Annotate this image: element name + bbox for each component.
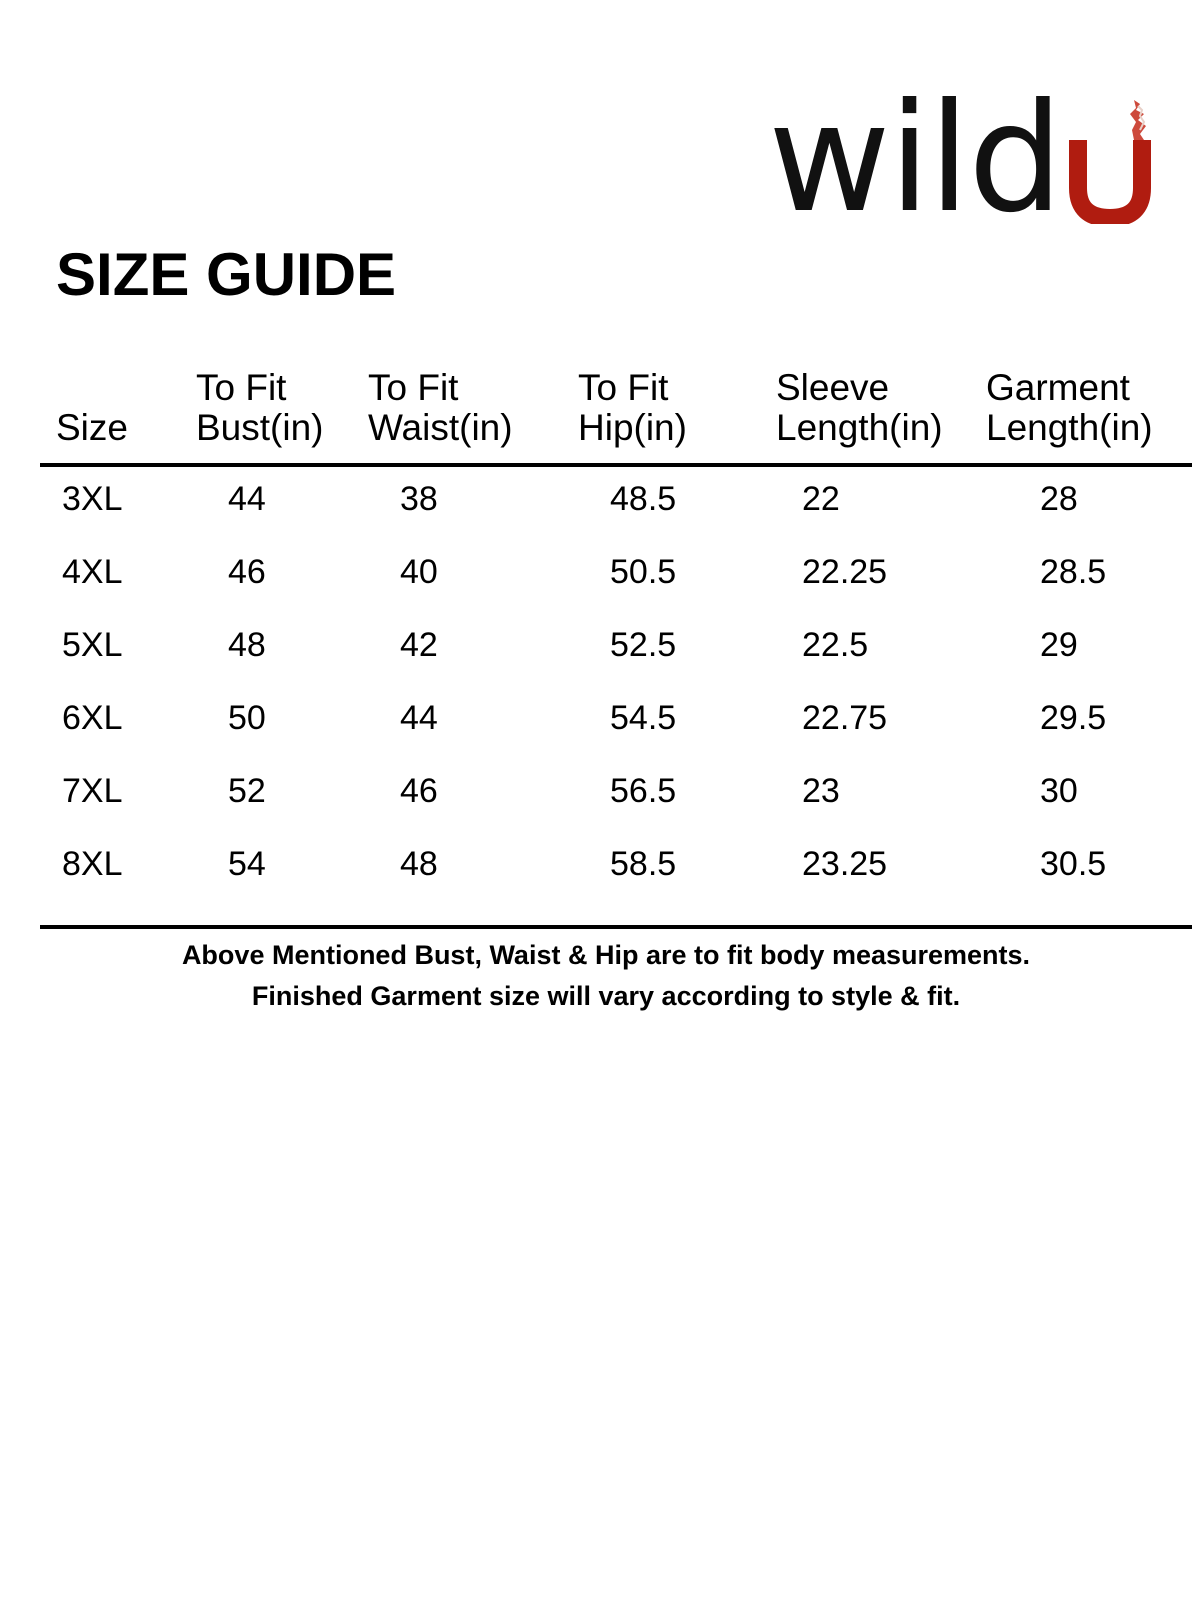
- cell-garment-length: 28: [1040, 480, 1078, 518]
- cell-sleeve-length: 23.25: [802, 845, 888, 883]
- cell-bust: 48: [228, 626, 266, 664]
- cell-size: 6XL: [62, 699, 123, 737]
- cell-garment-length: 30: [1040, 772, 1078, 810]
- header-sleeve-length: Sleeve Length(in): [776, 367, 943, 448]
- cell-sleeve-length: 22.25: [802, 553, 888, 591]
- cell-size: 4XL: [62, 553, 123, 591]
- header-size: Size: [56, 407, 128, 448]
- cell-hip: 54.5: [610, 699, 677, 737]
- table-footer-divider: [40, 925, 1192, 929]
- cell-size: 3XL: [62, 480, 123, 518]
- cell-bust: 50: [228, 699, 266, 737]
- cell-bust: 54: [228, 845, 266, 883]
- cell-sleeve-length: 22: [802, 480, 840, 518]
- cell-hip: 56.5: [610, 772, 677, 810]
- cell-sleeve-length: 22.75: [802, 699, 888, 737]
- cell-waist: 48: [400, 845, 438, 883]
- table-row: [0, 622, 1200, 695]
- table-row: [0, 549, 1200, 622]
- cell-garment-length: 30.5: [1040, 845, 1107, 883]
- page-title: SIZE GUIDE: [56, 241, 397, 308]
- cell-garment-length: 29: [1040, 626, 1078, 664]
- cell-hip: 50.5: [610, 553, 677, 591]
- garment-size-note: Finished Garment size will vary according to style & fit.: [251, 981, 961, 1011]
- brand-logo: [768, 72, 1158, 246]
- table-row: [0, 768, 1200, 841]
- cell-hip: 52.5: [610, 626, 677, 664]
- brand-logo-u-mark: [1068, 100, 1152, 224]
- header-hip: To Fit Hip(in): [578, 367, 687, 448]
- cell-size: 5XL: [62, 626, 123, 664]
- cell-waist: 38: [400, 480, 438, 518]
- table-header-divider: [40, 463, 1192, 467]
- brand-logo-wordmark: wild: [768, 72, 1062, 246]
- cell-waist: 44: [400, 699, 438, 737]
- table-body: [0, 476, 1200, 914]
- table-row: [0, 476, 1200, 549]
- cell-size: 8XL: [62, 845, 123, 883]
- header-waist: To Fit Waist(in): [368, 367, 513, 448]
- table-row: [0, 841, 1200, 914]
- fit-note: Above Mentioned Bust, Waist & Hip are to fit body measurements.: [181, 940, 1031, 970]
- cell-bust: 52: [228, 772, 266, 810]
- table-row: [0, 695, 1200, 768]
- cell-bust: 46: [228, 553, 266, 591]
- cell-waist: 42: [400, 626, 438, 664]
- cell-garment-length: 29.5: [1040, 699, 1107, 737]
- cell-hip: 58.5: [610, 845, 677, 883]
- cell-bust: 44: [228, 480, 266, 518]
- header-bust: To Fit Bust(in): [196, 367, 324, 448]
- cell-size: 7XL: [62, 772, 123, 810]
- cell-garment-length: 28.5: [1040, 553, 1107, 591]
- cell-waist: 40: [400, 553, 438, 591]
- cell-sleeve-length: 22.5: [802, 626, 869, 664]
- header-garment-length: Garment Length(in): [986, 367, 1153, 448]
- cell-hip: 48.5: [610, 480, 677, 518]
- cell-waist: 46: [400, 772, 438, 810]
- cell-sleeve-length: 23: [802, 772, 840, 810]
